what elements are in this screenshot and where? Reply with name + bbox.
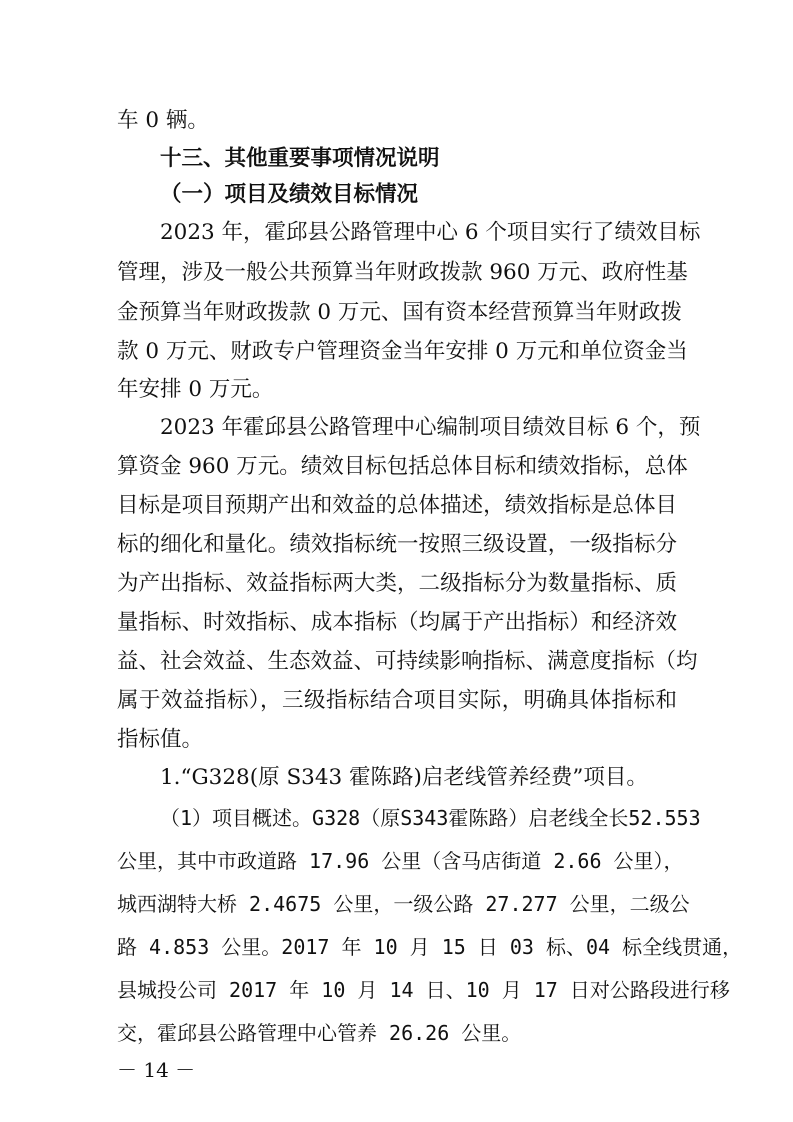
project-title: 1.“G328(原 S343 霍陈路)启老线管养经费”项目。: [160, 765, 648, 790]
paragraph-line: 管理，涉及一般公共预算当年财政拨款 960 万元、政府性基: [117, 260, 688, 285]
section-heading: 十三、其他重要事项情况说明: [160, 146, 440, 171]
paragraph-line: 益、社会效益、生态效益、可持续影响指标、满意度指标（均: [117, 649, 698, 674]
paragraph-line: 金预算当年财政拨款 0 万元、国有资本经营预算当年财政拨: [117, 300, 682, 325]
paragraph-line: 算资金 960 万元。绩效目标包括总体目标和绩效指标，总体: [117, 454, 688, 479]
paragraph-line: 2023 年霍邱县公路管理中心编制项目绩效目标 6 个，预: [160, 415, 701, 440]
paragraph-line: 城西湖特大桥 2.4675 公里，一级公路 27.277 公里，二级公: [117, 892, 690, 916]
paragraph-line: 路 4.853 公里。2017 年 10 月 15 日 03 标、04 标全线贯通，: [117, 935, 743, 959]
paragraph-line: 公里，其中市政道路 17.96 公里（含马店街道 2.66 公里），: [117, 849, 684, 873]
paragraph-line: 为产出指标、效益指标两大类，二级指标分为数量指标、质: [117, 571, 677, 596]
paragraph-line: 款 0 万元、财政专户管理资金当年安排 0 万元和单位资金当: [117, 339, 688, 364]
paragraph-line: 指标值。: [117, 727, 204, 752]
paragraph-line: （1）项目概述。G328（原S343霍陈路）启老线全长52.553: [160, 806, 701, 830]
paragraph-line: 属于效益指标），三级指标结合项目实际，明确具体指标和: [117, 688, 677, 713]
paragraph-line: 2023 年，霍邱县公路管理中心 6 个项目实行了绩效目标: [160, 220, 701, 245]
paragraph-line: 目标是项目预期产出和效益的总体描述，绩效指标是总体目: [117, 493, 677, 518]
paragraph-line: 年安排 0 万元。: [117, 377, 274, 402]
subsection-heading: （一）项目及绩效目标情况: [160, 182, 419, 207]
text-line: 车 0 辆。: [117, 108, 209, 133]
paragraph-line: 交，霍邱县公路管理中心管养 26.26 公里。: [117, 1021, 522, 1045]
paragraph-line: 量指标、时效指标、成本指标（均属于产出指标）和经济效: [117, 610, 677, 635]
paragraph-line: 标的细化和量化。绩效指标统一按照三级设置，一级指标分: [117, 532, 677, 557]
paragraph-line: 县城投公司 2017 年 10 月 14 日、10 月 17 日对公路段进行移: [117, 978, 730, 1002]
page-number: － 14 －: [117, 1058, 196, 1082]
